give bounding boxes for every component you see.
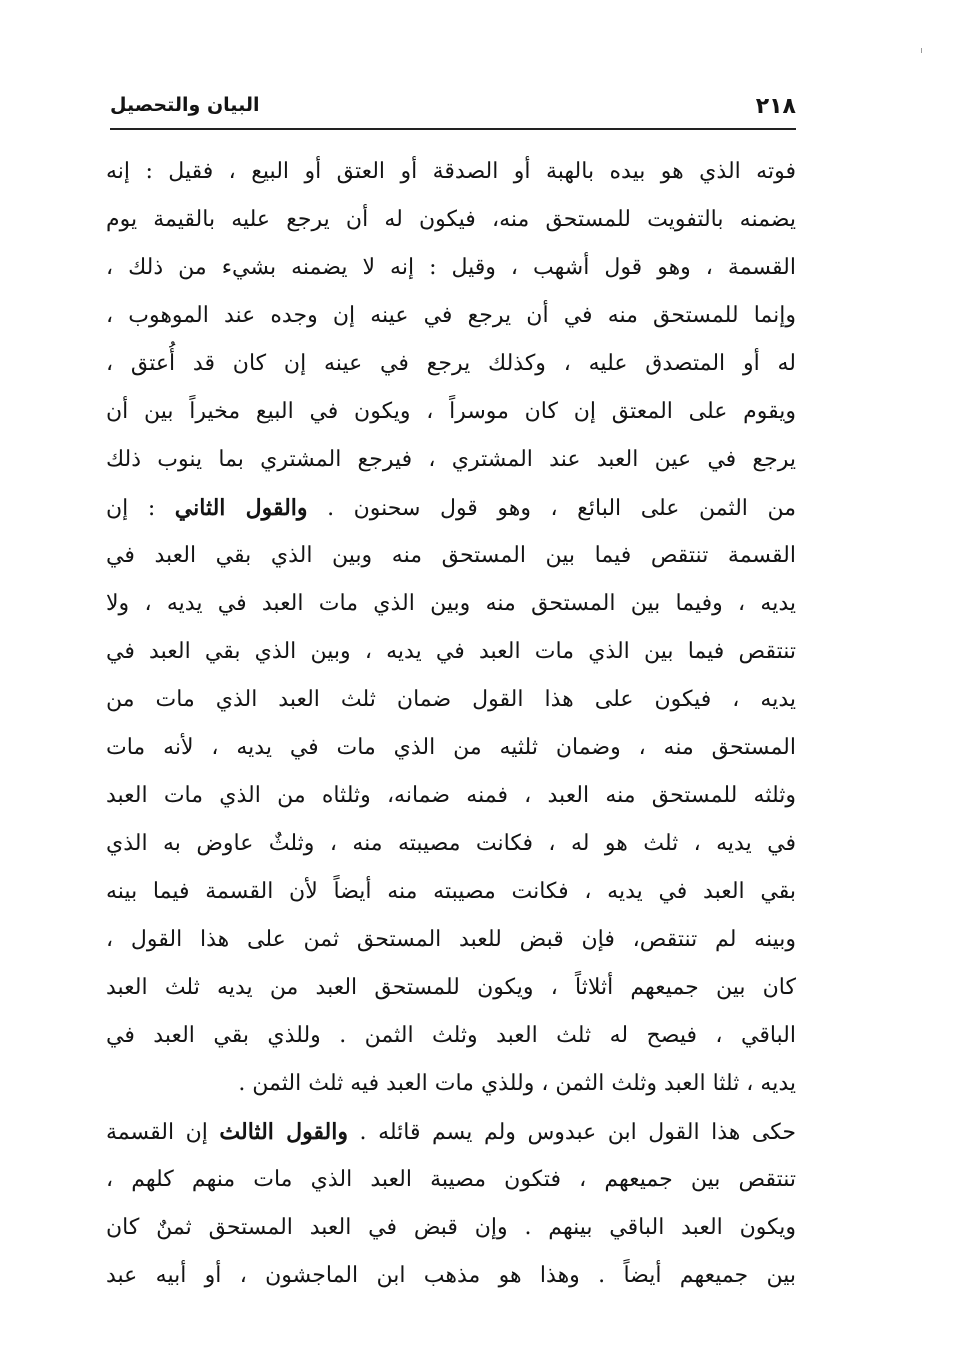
text-line — [106, 484, 796, 532]
text-line: ويكون العبد الباقي بينهم . وإن قبض في العبد المستحق ثمنٌ كان — [106, 1215, 796, 1240]
text-line: له أو المتصدق عليه ، وكذلك يرجع في عينه إن كان قد أُعتق ، — [106, 351, 796, 376]
text-line: يديه ، فيكون على هذا القول ضمان ثلث العبد الذي مات من — [106, 687, 796, 712]
text-line: بقي العبد في يديه ، فكانت مصيبته منه أيضاً لأن القسمة فيما بينه — [106, 879, 796, 904]
text-line: وبينه لم تنتقص، فإن قبض للعبد المستحق ثمن على هذا القول ، — [106, 927, 796, 952]
margin-mark — [921, 48, 922, 53]
page-number: ٢١٨ — [755, 94, 796, 119]
text-line: بين جميعهم أيضاً . وهذا هو مذهب ابن الماجشون ، أو أبيه عبد — [106, 1263, 796, 1288]
text-line: القسمة تنتقص فيما بين المستحق منه وبين الذي بقي العبد في — [106, 543, 796, 568]
text-line: تنتقص فيما بين الذي مات العبد في يديه ، وبين الذي بقي العبد في — [106, 639, 796, 664]
header-rule — [110, 128, 796, 130]
text-line: الباقي ، فيصح له ثلث العبد وثلث الثمن . وللذي بقي العبد في — [106, 1023, 796, 1048]
text-line: تنتقص بين جميعهم ، فتكون مصيبة العبد الذي مات منهم كلهم ، — [106, 1167, 796, 1192]
text-line — [106, 1108, 796, 1156]
text-line: القسمة ، وهو قول أشهب ، وقيل : إنه لا يضمنه بشيء من ذلك ، — [106, 255, 796, 280]
running-title: البيان والتحصيل — [110, 94, 260, 116]
text-run: من الثمن على البائع ، وهو قول سحنون . — [307, 496, 796, 521]
text-line: وثلثه للمستحق منه العبد ، فمنه ضمانه، وثلثاه من الذي مات العبد — [106, 783, 796, 808]
text-line: يضمنه بالتفويت للمستحق منه، فيكون له أن يرجع عليه بالقيمة يوم — [106, 207, 796, 232]
page-header — [110, 88, 796, 128]
text-run: حكى هذا القول ابن عبدوس ولم يسم قائله . — [348, 1120, 796, 1145]
text-line: فوته الذي هو بيده بالهبة أو الصدقة أو العتق أو البيع ، فقيل : إنه — [106, 159, 796, 184]
body-text — [106, 148, 796, 1300]
text-line: المستحق منه ، وضمان ثلثيه من الذي مات في يديه ، لأنه مات — [106, 735, 796, 760]
second-opinion-heading: والقول الثاني — [174, 495, 308, 521]
text-line: كان بين جميعهم أثلاثاً ، ويكون للمستحق العبد من يديه ثلث العبد — [106, 975, 796, 1000]
text-line: يرجع في عين العبد عند المشتري ، فيرجع المشتري بما ينوب ذلك — [106, 447, 796, 472]
text-run: : إن — [106, 496, 175, 521]
text-line: وإنما للمستحق منه في أن يرجع في عينه إن وجده عند الموهوب ، — [106, 303, 796, 328]
text-line: يديه ، وفيما بين المستحق منه وبين الذي مات العبد في يديه ، ولا — [106, 591, 796, 616]
third-opinion-heading: والقول الثالث — [219, 1119, 349, 1145]
text-line: في يديه ، ثلث هو له ، فكانت مصيبته منه ، وثلثٌ عاوض به الذي — [106, 831, 796, 856]
text-line: يديه ، ثلثا العبد وثلث الثمن ، وللذي مات العبد فيه ثلث الثمن . — [238, 1071, 796, 1096]
text-line: ويقوم على المعتق إن كان موسراً ، ويكون في البيع مخيراً بين أن — [106, 399, 796, 424]
text-run: إن القسمة — [106, 1120, 220, 1145]
